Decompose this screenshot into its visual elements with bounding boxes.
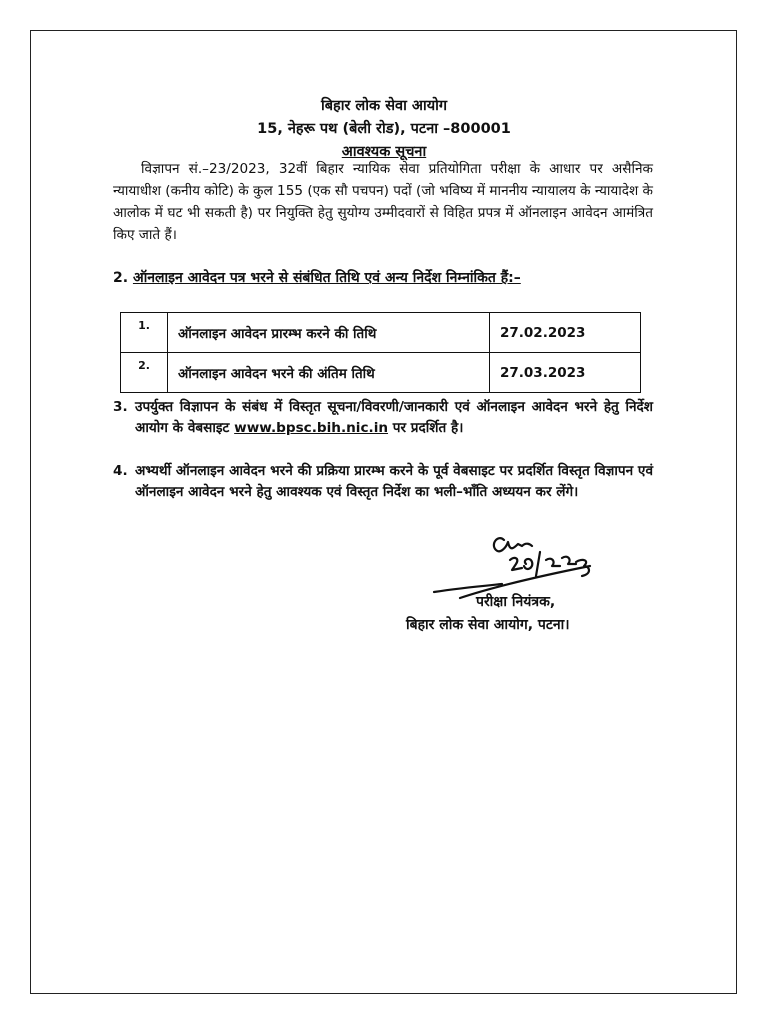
section-2-text: ऑनलाइन आवेदन पत्र भरने से संबंधित तिथि एवं अन्य निर्देश निम्नांकित हैं:–	[132, 270, 521, 286]
section-2-heading	[113, 268, 653, 289]
row-number: 1.	[121, 313, 168, 353]
row-label: ऑनलाइन आवेदन भरने की अंतिम तिथि	[168, 353, 490, 393]
item-4-number: 4.	[113, 463, 128, 479]
org-address: 15, नेहरू पथ (बेली रोड), पटना –800001	[257, 121, 511, 137]
item-3-number: 3.	[113, 399, 128, 415]
item-4-text: अभ्यर्थी ऑनलाइन आवेदन भरने की प्रक्रिया प्रारम्भ करने के पूर्व वेबसाइट पर प्रदर्शित विस्तृत विज्ञापन एवं ऑनलाइन आवेदन भरने हेतु आवश्यक एवं विस्तृत निर्देश का भली–भाँति अध्ययन कर लेंगे।	[135, 463, 653, 500]
item-3-text-end: पर प्रदर्शित है।	[388, 420, 464, 436]
intro-paragraph	[113, 158, 653, 246]
section-2-number: 2.	[113, 270, 129, 286]
website-link[interactable]: www.bpsc.bih.nic.in	[234, 420, 389, 436]
item-3-text: उपर्युक्त विज्ञापन के संबंध में विस्तृत सूचना/विवरणी/जानकारी एवं ऑनलाइन आवेदन भरने हेतु निर्देश आयोग के वेबसाइट	[135, 399, 653, 436]
row-number: 2.	[121, 353, 168, 393]
signature-image	[420, 530, 610, 600]
notice-title: आवश्यक सूचना	[341, 144, 427, 160]
row-date: 27.02.2023	[490, 313, 641, 353]
intro-text: विज्ञापन सं.–23/2023, 32वीं बिहार न्यायिक सेवा प्रतियोगिता परीक्षा के आधार पर असैनिक न्यायाधीश (कनीय कोटि) के कुल 155 (एक सौ पचपन) पदों (जो भविष्य में माननीय न्यायालय के न्यायादेश के आलोक में घट भी सकती है) पर नियुक्ति हेतु सुयोग्य उम्मीदवारों से विहित प्रपत्र में ऑनलाइन आवेदन आमंत्रित किए जाते हैं।	[113, 161, 653, 243]
org-heading: बिहार लोक सेवा आयोग	[320, 98, 448, 114]
list-item-4	[113, 461, 653, 503]
item-3-body	[135, 397, 653, 439]
row-date: 27.03.2023	[490, 353, 641, 393]
table-row	[121, 353, 641, 393]
table-row	[121, 313, 641, 353]
signatory-title: परीक्षा नियंत्रक,	[476, 594, 556, 610]
row-label: ऑनलाइन आवेदन प्रारम्भ करने की तिथि	[168, 313, 490, 353]
dates-table	[120, 312, 641, 393]
signatory-org: बिहार लोक सेवा आयोग, पटना।	[406, 617, 570, 633]
list-item-3	[113, 397, 653, 439]
